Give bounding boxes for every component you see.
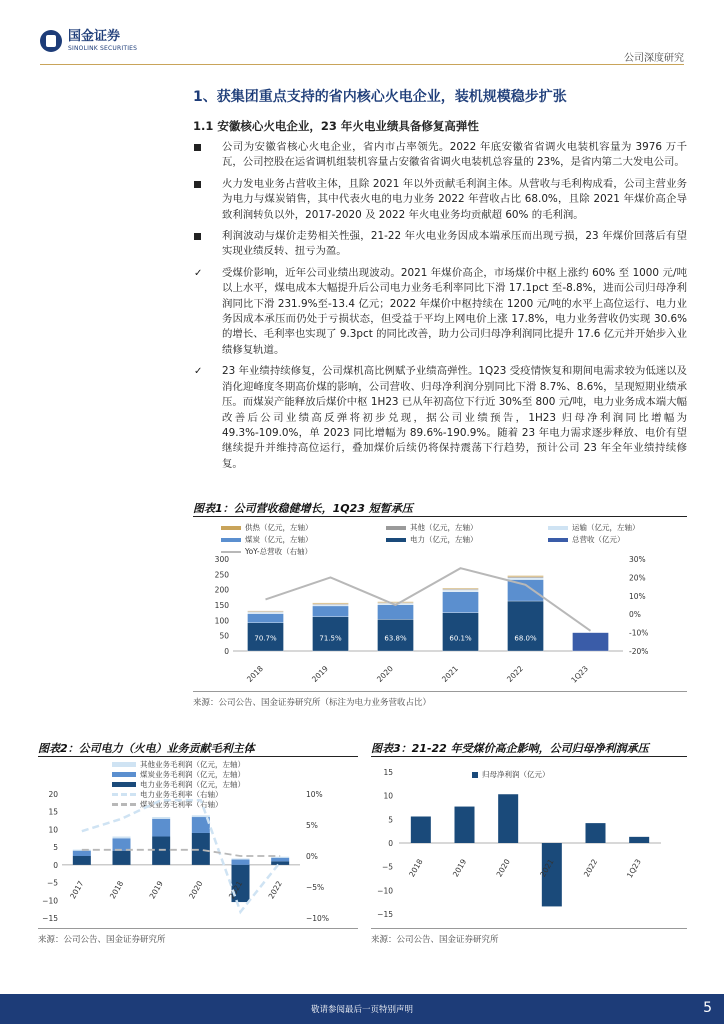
bar-segment [443, 589, 479, 590]
figure1-source: 来源：公司公告、国金证券研究所（标注为电力业务营收占比） [193, 698, 432, 708]
subsection-title: 1.1 安徽核心火电企业，23 年火电业绩具备修复高弹性 [193, 119, 479, 133]
y-tick-label: 0 [388, 839, 393, 848]
figure3-title: 图表3：21-22 年受煤价高企影响，公司归母净利润承压 [371, 742, 649, 755]
legend-swatch [386, 538, 406, 542]
bar-segment [152, 817, 170, 819]
legend-item: 总营收（亿元） [548, 534, 625, 545]
x-tick-label: 2019 [147, 879, 165, 901]
y-tick-label: −5 [381, 862, 393, 872]
page-number: 5 [703, 1000, 712, 1016]
paragraph-text: 23 年业绩持续修复，公司煤机高比例赋予业绩高弹性。1Q23 受疫情恢复和期间电需求较为低迷以及消化迎峰度冬期高价煤的影响，公司营收、归母净利润分别同比下滑 8.7%、8.6%，呈现短期业绩承压。而煤炭产能释放后煤价中枢 1H23 已从年初高位下行近 30%至 800 元/吨，电力业务成本端大幅改善后公司业绩高反弹将初步兑现，据公司业绩预告，1H23 归母净利润同比增幅为 49.3%-109.0%，单 2023 同比增幅为 89.6%-190.9%。随着 23 年电力需求逐步释放、电价有望继续提升并维持高位运行，叠加煤价后续仍将保持震荡下行趋势，预计公司 23 年全年业绩持续修复。 [222, 365, 687, 470]
bar-segment [73, 851, 91, 856]
bar-segment [232, 860, 250, 865]
data-label: 60.1% [449, 634, 472, 643]
legend-item: 归母净利润（亿元） [472, 769, 550, 780]
legend-item: 电力业务毛利率（右轴） [112, 789, 223, 800]
figure2-chart [38, 790, 358, 925]
square-bullet-icon [194, 229, 201, 245]
legend-item: 电力业务毛利润（亿元，左轴） [112, 779, 245, 790]
data-label: 63.8% [384, 634, 407, 643]
bar-segment [232, 858, 250, 859]
bar-segment [271, 861, 289, 865]
paragraph [193, 177, 687, 223]
x-tick-label: 2022 [266, 879, 284, 901]
data-label: 70.7% [254, 634, 277, 643]
bar-segment [192, 815, 210, 817]
paragraph [193, 364, 687, 472]
logo-cn: 国金证券 [68, 29, 121, 44]
paragraph-text: 受煤价影响，近年公司业绩出现波动。2021 年煤价高企，市场煤价中枢上涨约 60% 至 1000 元/吨以上水平，煤电成本大幅提升后公司电力业务毛利率同比下滑 17.1pct 至-8.8%，进而公司归母净利润同比下滑 231.9%至-13.4 亿元；2022 年煤价中枢持续在 1200 元/吨的水平上高位运行、电力业务因成本承压而仍处于亏损状态，但受益于平均上网电价上涨 17.8%，电力业务营收仍实现 30.6%的增长、毛利率也实现了 9.3pct 的同比改善，助力公司归母净利润同比提升 17.6 亿元并开始步入业绩修复轨道。 [222, 266, 687, 356]
y-tick-label: −10 [377, 886, 393, 896]
margin-line [82, 850, 280, 856]
y-tick-label: 5 [388, 815, 393, 825]
figure3-chart [371, 762, 687, 924]
bar-segment [443, 590, 479, 592]
figure1-chart [193, 555, 687, 685]
x-tick-label: 2020 [494, 857, 512, 879]
figure3-source: 来源：公司公告、国金证券研究所 [371, 935, 499, 945]
bar-segment [573, 633, 609, 651]
legend-swatch [386, 526, 406, 530]
figure1-title: 图表1：公司营收稳健增长，1Q23 短暂承压 [193, 502, 413, 515]
y-tick-label: 50 [219, 631, 229, 641]
bar-segment [248, 612, 284, 613]
y-tick-label: −15 [42, 914, 58, 923]
legend-item: 运输（亿元，左轴） [548, 522, 640, 533]
figure2-rule [38, 756, 358, 757]
data-label: 68.0% [514, 634, 537, 643]
legend-swatch [221, 526, 241, 530]
legend-item: YoY-总营收（右轴） [221, 546, 312, 557]
y2-tick-label: 30% [629, 555, 646, 564]
y-tick-label: 20 [48, 790, 58, 799]
x-tick-label: 2020 [187, 879, 205, 901]
bar-segment [248, 614, 284, 623]
figure2-bottom-rule [38, 928, 358, 929]
bar-segment [378, 605, 414, 620]
figure3-bottom-rule [371, 928, 687, 929]
paragraph [193, 140, 687, 171]
paragraph [193, 229, 687, 260]
x-tick-label: 2022 [505, 664, 525, 684]
y-tick-label: 15 [48, 807, 58, 817]
figure2-source: 来源：公司公告、国金证券研究所 [38, 935, 166, 945]
square-bullet-icon [194, 140, 201, 156]
y-tick-label: −15 [377, 910, 393, 919]
x-tick-label: 2019 [450, 857, 469, 879]
y-tick-label: 10 [383, 791, 393, 801]
x-tick-label: 2019 [310, 664, 330, 684]
paragraph-text: 公司为安徽省核心火电企业，省内市占率领先。2022 年底安徽省省调火电装机容量为 3976 万千瓦，公司控股在运省调机组装机容量占安徽省省调火电装机总容量的 23%，是省内第二大发电公司。 [222, 141, 687, 169]
bar-segment [113, 851, 131, 865]
y2-tick-label: 10% [306, 790, 323, 799]
x-tick-label: 1Q23 [569, 664, 590, 685]
x-tick-label: 2021 [226, 879, 245, 901]
y2-tick-label: 0% [306, 852, 318, 861]
y2-tick-label: 0% [629, 610, 641, 620]
x-tick-label: 2020 [375, 664, 395, 684]
bar-segment [73, 856, 91, 865]
x-tick-label: 2018 [245, 664, 265, 684]
check-bullet-icon: ✓ [194, 267, 203, 279]
legend-item: 煤炭业务毛利率（右轴） [112, 799, 223, 810]
bar-segment [508, 580, 544, 601]
figure3-rule [371, 756, 687, 757]
x-tick-label: 2021 [440, 664, 460, 684]
y2-tick-label: −5% [306, 883, 325, 892]
y-tick-label: 150 [214, 601, 229, 610]
figure1-bottom-rule [193, 691, 687, 692]
y-tick-label: 5 [53, 843, 58, 853]
bar-segment [378, 602, 414, 603]
y-tick-label: 100 [214, 616, 229, 626]
footer-disclaimer: 敬请参阅最后一页特别声明 [310, 1005, 413, 1015]
y2-tick-label: 5% [306, 821, 318, 830]
legend-item: 供热（亿元，左轴） [221, 522, 313, 533]
bar [498, 794, 518, 843]
y2-tick-label: -20% [629, 647, 649, 656]
company-logo [40, 30, 137, 52]
y-tick-label: 200 [214, 585, 229, 595]
bar-segment [508, 577, 544, 578]
x-tick-label: 2018 [407, 857, 425, 879]
y2-tick-label: 10% [629, 591, 646, 601]
paragraph-text: 利润波动与煤价走势相关性强，21-22 年火电业务因成本端承压而出现亏损，23 年煤价回落后有望实现业绩反转、扭亏为盈。 [222, 230, 687, 258]
x-tick-label: 2017 [68, 879, 86, 901]
bar-segment [152, 819, 170, 837]
figure1-rule [193, 516, 687, 517]
logo-icon [40, 30, 62, 52]
legend-item: 电力（亿元，左轴） [386, 534, 478, 545]
bar [455, 807, 475, 843]
logo-en: SINOLINK SECURITIES [68, 45, 138, 52]
x-tick-label: 2022 [581, 857, 600, 879]
check-bullet-icon: ✓ [194, 366, 203, 378]
paragraph-text: 火力发电业务占营收主体，且除 2021 年以外贡献毛利润主体。从营收与毛利构成看，公司主营业务为电力与煤炭销售，其中代表火电的电力业务 2022 年营收占比 68.0%，且除 2021 年煤价高企导致利润转负以外，2017-2020 及 2022 年火电业务均贡献超 60% 的毛利润。 [222, 177, 687, 221]
y2-tick-label: -10% [629, 628, 649, 638]
bar-segment [508, 578, 544, 580]
paragraph [193, 266, 687, 358]
x-tick-label: 2018 [107, 879, 126, 901]
bar-segment [113, 837, 131, 839]
x-tick-label: 1Q23 [624, 857, 643, 880]
report-type: 公司深度研究 [624, 53, 684, 64]
bar-segment [248, 611, 284, 612]
bar-segment [313, 606, 349, 617]
y-tick-label: 300 [214, 555, 229, 564]
legend-swatch [548, 538, 568, 542]
y-tick-label: 15 [383, 768, 393, 777]
legend-item: 其他业务毛利润（亿元，左轴） [112, 759, 245, 770]
y-tick-label: 0 [224, 647, 229, 656]
y-tick-label: 0 [53, 860, 58, 870]
bar-segment [313, 603, 349, 604]
x-tick-label: 2021 [538, 857, 556, 879]
y-tick-label: 250 [214, 570, 229, 580]
y-tick-label: 10 [48, 825, 58, 835]
bar-segment [443, 588, 479, 589]
bar-segment [113, 838, 131, 850]
bar-segment [443, 592, 479, 613]
legend-item: 煤炭业务毛利润（亿元，左轴） [112, 769, 245, 780]
legend-swatch [548, 526, 568, 530]
legend-swatch [112, 772, 136, 777]
data-label: 71.5% [319, 634, 342, 643]
y-tick-label: −5 [46, 878, 58, 888]
page-header [0, 0, 724, 62]
legend-swatch [221, 551, 241, 553]
y-tick-label: −10 [42, 896, 58, 906]
body-paragraphs [193, 140, 687, 478]
y2-tick-label: −10% [306, 914, 329, 923]
bar [629, 837, 649, 843]
legend-swatch [112, 782, 136, 787]
header-divider [40, 64, 684, 65]
square-bullet-icon [194, 177, 201, 193]
bar-segment [313, 605, 349, 606]
bar-segment [508, 601, 544, 651]
section-title: 1、获集团重点支持的省内核心火电企业，装机规模稳步扩张 [193, 89, 567, 105]
bar-segment [443, 613, 479, 651]
legend-swatch [112, 762, 136, 767]
legend-item: 其他（亿元，左轴） [386, 522, 478, 533]
y2-tick-label: 20% [629, 573, 646, 583]
legend-swatch [221, 538, 241, 542]
bar [586, 823, 606, 843]
bar-segment [271, 858, 289, 862]
legend-item: 煤炭（亿元，左轴） [221, 534, 313, 545]
bar [411, 816, 431, 843]
figure2-title: 图表2：公司电力（火电）业务贡献毛利主体 [38, 742, 255, 755]
bar-segment [508, 576, 544, 577]
